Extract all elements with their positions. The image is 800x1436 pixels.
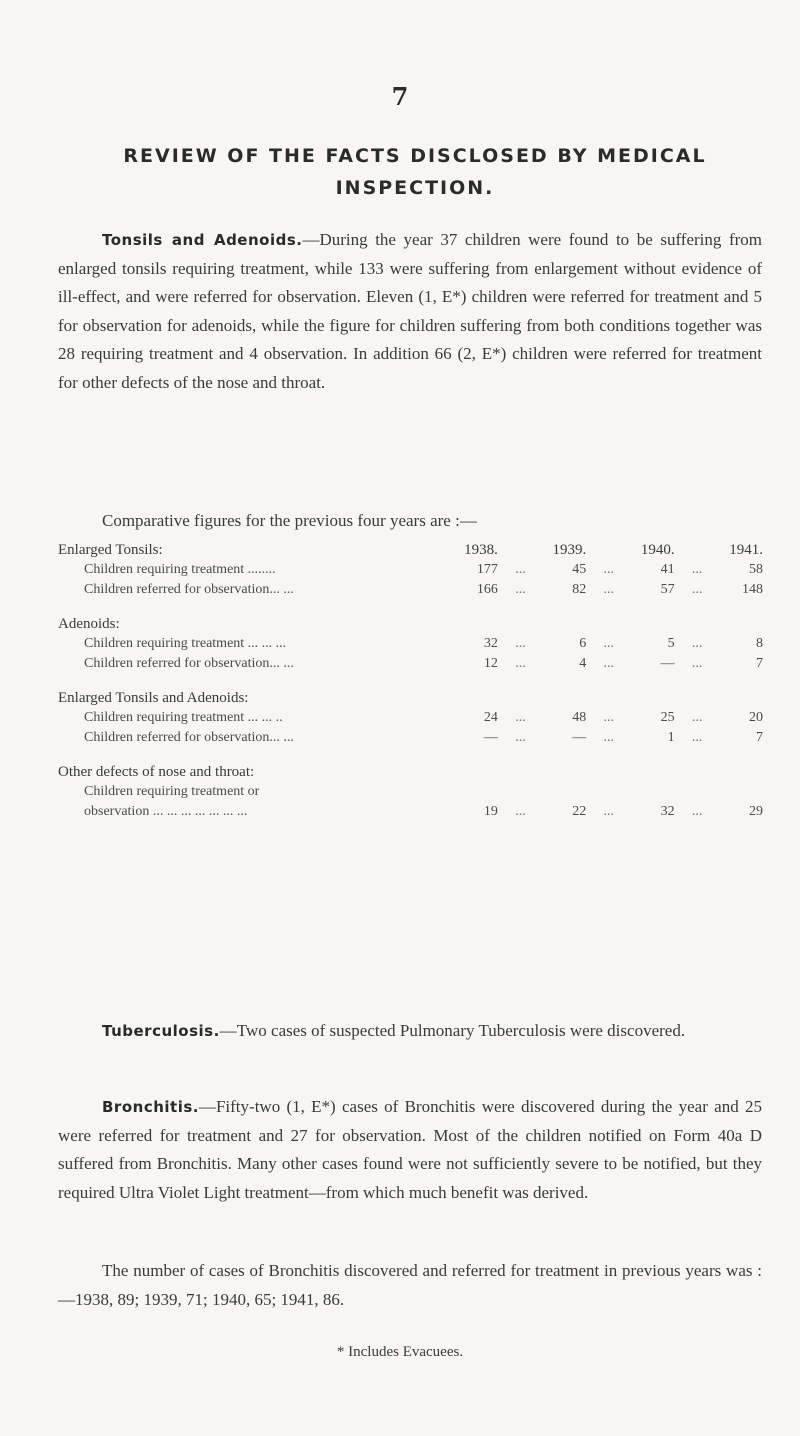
value-cell: 166: [476, 582, 498, 597]
blank-cell: [586, 762, 631, 782]
value-cell: [631, 782, 674, 802]
bronchitis-heading: Bronchitis.: [102, 1098, 199, 1116]
separator: [586, 782, 631, 802]
value-cell: 8: [756, 636, 763, 651]
group-label: Adenoids:: [58, 615, 120, 632]
separator: ...: [515, 582, 526, 597]
value-cell: [720, 782, 763, 802]
table-row: [58, 802, 763, 822]
table-group-row: [58, 540, 763, 560]
blank-cell: [720, 688, 763, 708]
blank-cell: [498, 762, 543, 782]
table-row: [58, 708, 763, 728]
separator: ...: [603, 804, 615, 819]
value-cell: 1: [667, 730, 675, 745]
tonsils-heading: Tonsils and Adenoids.: [102, 231, 303, 249]
separator: ...: [603, 730, 615, 745]
value-cell: 48: [572, 710, 587, 725]
year-header: 1938.: [464, 541, 498, 558]
page-title: REVIEW OF THE FACTS DISCLOSED BY MEDICAL INSPECTION.: [123, 145, 707, 199]
separator: ...: [515, 636, 526, 651]
separator: [675, 540, 720, 560]
bronchitis-text: —Fifty-two (1, E*) cases of Bronchitis were discovered during the year and 25 were referred for treatment and 27 for observation. Most of the children notified on Form 40a D suffered from Bronchitis. Many other cases found were not sufficiently severe to be notified, but they required Ultra Violet Light treatment—from which much benefit was derived.: [58, 1097, 762, 1202]
separator: ...: [515, 804, 526, 819]
footnote: * Includes Evacuees.: [336, 1344, 464, 1360]
group-label: Other defects of nose and throat:: [58, 763, 255, 780]
separator: ...: [603, 710, 615, 725]
tonsils-paragraph: [58, 226, 762, 397]
comparative-intro: Comparative figures for the previous four years are :—: [102, 511, 477, 530]
value-cell: 32: [483, 636, 498, 651]
blank-cell: [455, 614, 498, 634]
table-group-row: [58, 688, 763, 708]
blank-cell: [675, 762, 720, 782]
table-row: [58, 782, 763, 802]
blank-cell: [543, 762, 586, 782]
separator: ...: [603, 562, 615, 577]
separator: ...: [691, 656, 703, 671]
tuberculosis-heading: Tuberculosis.: [102, 1022, 220, 1040]
value-cell: 148: [742, 582, 763, 597]
table-row: [58, 560, 763, 580]
value-cell: 29: [749, 804, 763, 819]
value-cell: 177: [476, 562, 498, 577]
separator: ...: [603, 582, 615, 597]
comparative-table: [58, 540, 763, 822]
spacer-cell: [58, 748, 763, 762]
value-cell: [455, 782, 498, 802]
value-cell: 20: [749, 710, 763, 725]
separator: ...: [691, 710, 703, 725]
row-label: Children requiring treatment ... ... ...: [84, 636, 287, 651]
table-row: [58, 654, 763, 674]
row-label: observation ... ... ... ... ... ... ...: [84, 804, 248, 819]
value-cell: [543, 782, 586, 802]
blank-cell: [586, 614, 631, 634]
value-cell: 32: [660, 804, 675, 819]
separator: ...: [691, 730, 703, 745]
table-row: [58, 634, 763, 654]
page-number: 7: [391, 82, 409, 111]
blank-cell: [498, 688, 543, 708]
value-cell: —: [572, 730, 587, 745]
value-cell: 5: [667, 636, 675, 651]
spacer-row: [58, 600, 763, 614]
spacer-cell: [58, 674, 763, 688]
value-cell: 7: [756, 730, 763, 745]
blank-cell: [455, 762, 498, 782]
value-cell: 6: [579, 636, 587, 651]
table-group-row: [58, 762, 763, 782]
blank-cell: [675, 614, 720, 634]
row-label: Children referred for observation... ...: [84, 582, 294, 597]
value-cell: —: [483, 730, 498, 745]
blank-cell: [586, 688, 631, 708]
value-cell: 58: [749, 562, 763, 577]
blank-cell: [720, 762, 763, 782]
value-cell: 12: [483, 656, 498, 671]
row-label: Children requiring treatment ........: [84, 562, 276, 577]
row-label: Children referred for observation... ...: [84, 656, 294, 671]
value-cell: 45: [572, 562, 587, 577]
group-label: Enlarged Tonsils and Adenoids:: [58, 689, 249, 706]
year-header: 1941.: [729, 541, 763, 558]
group-label: Enlarged Tonsils:: [58, 541, 163, 558]
value-cell: 7: [756, 656, 763, 671]
row-label: Children requiring treatment ... ... ..: [84, 710, 283, 725]
value-cell: 57: [660, 582, 675, 597]
table-row: [58, 580, 763, 600]
value-cell: 41: [660, 562, 675, 577]
blank-cell: [498, 614, 543, 634]
bronchitis-paragraph: [58, 1093, 762, 1207]
table-row: [58, 728, 763, 748]
row-label: Children referred for observation... ...: [84, 730, 294, 745]
year-header: 1940.: [640, 541, 675, 558]
separator: ...: [603, 656, 615, 671]
spacer-row: [58, 674, 763, 688]
separator: ...: [691, 804, 703, 819]
tonsils-text: —During the year 37 children were found to be suffering from enlarged tonsils requiring treatment, while 133 were suffering from enlargement without evidence of ill-effect, and were referred for observation. Eleven (1, E*) children were referred for treatment and 5 for observation for adenoids, while the figure for children suffering from both conditions together was 28 requiring treatment and 4 observation. In addition 66 (2, E*) children were referred for treatment for other defects of the nose and throat.: [58, 230, 763, 392]
value-cell: 22: [572, 804, 587, 819]
blank-cell: [543, 614, 586, 634]
year-header: 1939.: [552, 541, 587, 558]
separator: [498, 540, 543, 560]
blank-cell: [631, 762, 674, 782]
separator: ...: [691, 636, 703, 651]
spacer-cell: [58, 600, 763, 614]
value-cell: —: [660, 656, 675, 671]
separator: [586, 540, 631, 560]
blank-cell: [631, 688, 674, 708]
value-cell: 82: [572, 582, 587, 597]
blank-cell: [455, 688, 498, 708]
separator: ...: [603, 636, 615, 651]
bronchitis-previous-paragraph: The number of cases of Bronchitis discovered and referred for treatment in previous years was :—1938, 89; 1939, 71; 1940, 65; 1941, 86.: [58, 1261, 762, 1309]
separator: ...: [691, 562, 703, 577]
value-cell: 25: [660, 710, 675, 725]
value-cell: 4: [579, 656, 587, 671]
separator: ...: [515, 710, 526, 725]
table-group-row: [58, 614, 763, 634]
tuberculosis-text: —Two cases of suspected Pulmonary Tuberculosis were discovered.: [219, 1021, 686, 1040]
row-label: Children requiring treatment or: [84, 784, 260, 799]
value-cell: 19: [483, 804, 498, 819]
spacer-row: [58, 748, 763, 762]
separator: [675, 782, 720, 802]
tuberculosis-paragraph: [58, 1017, 762, 1046]
blank-cell: [720, 614, 763, 634]
blank-cell: [675, 688, 720, 708]
separator: ...: [515, 656, 526, 671]
separator: ...: [515, 562, 526, 577]
blank-cell: [543, 688, 586, 708]
separator: [498, 782, 543, 802]
value-cell: 24: [483, 710, 498, 725]
blank-cell: [631, 614, 674, 634]
separator: ...: [691, 582, 703, 597]
separator: ...: [515, 730, 526, 745]
